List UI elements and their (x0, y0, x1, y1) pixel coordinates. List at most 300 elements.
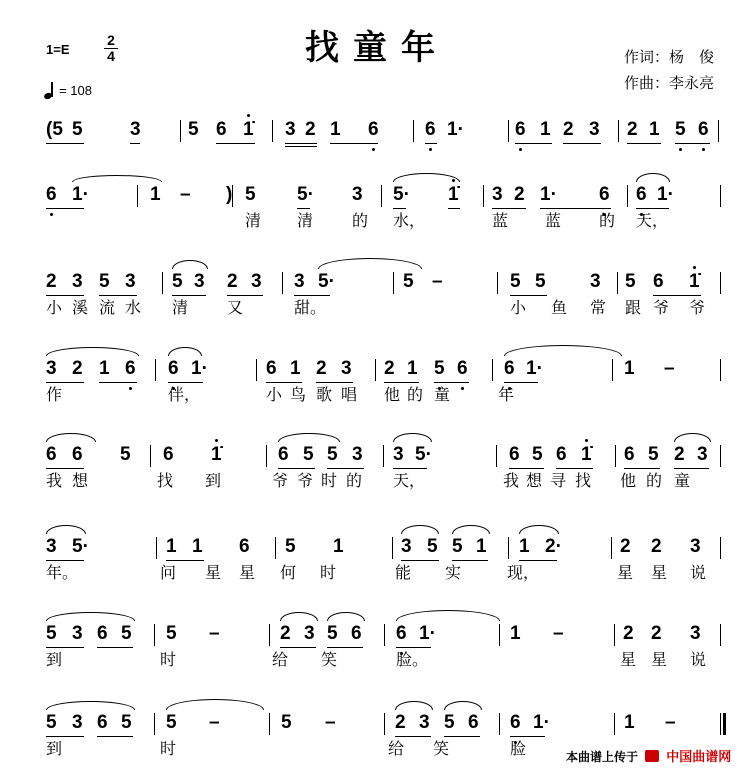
lyrics-line (0, 298, 756, 318)
note: – (553, 623, 564, 644)
beam-underline (97, 736, 133, 737)
slur-arc (168, 347, 202, 356)
lyric-syllable: 的 (346, 471, 363, 490)
beam-underline (395, 736, 431, 737)
lyric-syllable: 的 (599, 211, 616, 230)
lyric-syllable: 能 (395, 563, 412, 582)
note: 6 (624, 444, 635, 465)
note: 3 (46, 358, 57, 379)
note: 1· (72, 184, 89, 205)
tempo-marking (44, 80, 92, 99)
bar-line (180, 120, 181, 142)
beam-underline (46, 208, 84, 209)
slur-arc (318, 258, 422, 269)
notes-line (0, 535, 756, 561)
high-octave-dot (693, 266, 696, 269)
note: 1· (533, 712, 550, 733)
beam-underline (452, 560, 488, 561)
bar-line (150, 445, 151, 467)
lyric-syllable: 爷 (272, 471, 289, 490)
bar-line (492, 359, 493, 381)
note: 2 (316, 358, 327, 379)
note: 6 (72, 444, 83, 465)
lyric-syllable: 爷 (297, 471, 314, 490)
high-octave-dot (215, 439, 218, 442)
notes-line (0, 270, 756, 296)
bar-line (275, 537, 276, 559)
site-logo-text: 中国曲谱网 (666, 750, 732, 765)
lyric-syllable: 清 (297, 211, 314, 230)
beam-underline (384, 382, 419, 383)
beam-underline (316, 382, 353, 383)
slur-arc (395, 701, 433, 710)
note: 1· (526, 358, 543, 379)
lyric-syllable: 童 (674, 471, 691, 490)
notes-line (0, 118, 756, 144)
lyric-syllable: 说 (690, 563, 707, 582)
note: 3 (341, 358, 352, 379)
note: 2 (395, 712, 406, 733)
slur-arc (636, 173, 670, 182)
note: 3 (697, 444, 708, 465)
beam-underline (510, 295, 547, 296)
beam-underline (46, 647, 84, 648)
bar-line (266, 445, 267, 467)
bar-line (497, 272, 498, 294)
slur-arc (393, 173, 460, 182)
lyric-syllable: 找 (157, 471, 174, 490)
note: 3 (294, 271, 305, 292)
lyric-syllable: 到 (46, 739, 63, 758)
note: 3 (72, 623, 83, 644)
note: 5 (166, 712, 177, 733)
note: 1̇ (448, 184, 459, 205)
lyric-syllable: 脸。 (396, 650, 429, 669)
note: 2 (305, 119, 316, 140)
song-title: 找童年 (305, 28, 449, 68)
note: 6 (351, 623, 362, 644)
note: 5 (121, 623, 132, 644)
note: 6 (653, 271, 664, 292)
bar-line (232, 185, 233, 207)
note: 2 (651, 536, 662, 557)
lyric-syllable: 星 (651, 563, 668, 582)
lyrics-line (0, 146, 756, 166)
note: 5 (188, 119, 199, 140)
note: 6 (125, 358, 136, 379)
beam-underline (99, 382, 137, 383)
lyric-syllable: 溪 (72, 298, 89, 317)
note: 3 (352, 184, 363, 205)
lyric-syllable: 年。 (46, 563, 79, 582)
note: 5 (46, 712, 57, 733)
note: 3 (130, 119, 141, 140)
note: 6 (636, 184, 647, 205)
lyric-syllable: 清 (172, 298, 189, 317)
beam-underline (278, 468, 315, 469)
bar-line (384, 713, 385, 735)
bar-line (720, 185, 721, 207)
lyric-syllable: 水 (125, 298, 142, 317)
slur-arc (674, 433, 711, 442)
bar-line (272, 120, 273, 142)
lyric-syllable: 的 (646, 471, 663, 490)
lyrics-line (0, 211, 756, 231)
note: 2 (280, 623, 291, 644)
lyric-syllable: 爷 (689, 298, 706, 317)
beam-underline (674, 468, 709, 469)
beam-underline (563, 143, 601, 144)
slur-arc (393, 433, 432, 442)
lyric-syllable: 说 (690, 650, 707, 669)
beam-underline (172, 295, 206, 296)
note: 3 (285, 119, 296, 140)
bar-line (155, 359, 156, 381)
slur-arc (72, 175, 162, 182)
note: 5 (444, 712, 455, 733)
note: 1 (407, 358, 418, 379)
lyric-syllable: 我 (503, 471, 520, 490)
note: 3 (125, 271, 136, 292)
lyric-syllable: 水， (393, 211, 426, 230)
bar-line (156, 537, 157, 559)
note: 2 (227, 271, 238, 292)
lyric-syllable: 想 (526, 471, 543, 490)
footer-watermark (566, 746, 731, 765)
beam-underline (434, 382, 469, 383)
note: – (209, 623, 220, 644)
lyric-syllable: 小 (266, 385, 283, 404)
lyric-syllable: 星 (205, 563, 222, 582)
note: 5 (285, 536, 296, 557)
note: 2 (384, 358, 395, 379)
slur-arc (46, 525, 86, 534)
tempo-value: = 108 (59, 83, 92, 98)
bar-line (392, 537, 393, 559)
beam-underline (280, 647, 316, 648)
slur-arc (166, 699, 264, 710)
beam-underline (227, 295, 263, 296)
lyric-syllable: 脸 (510, 739, 527, 758)
beam-underline (396, 647, 431, 648)
slur-arc (452, 525, 490, 534)
lyrics-line (0, 385, 756, 405)
note: 5 (648, 444, 659, 465)
note: 3 (72, 271, 83, 292)
note: 5 (281, 712, 292, 733)
lyricist-credit: 作词：杨 俊 (624, 48, 715, 66)
lyric-syllable: 找 (575, 471, 592, 490)
notes-line (0, 622, 756, 648)
note: 6 (97, 623, 108, 644)
note: – (325, 712, 336, 733)
note: 6 (510, 712, 521, 733)
beam-underline (624, 468, 660, 469)
lyric-syllable: 鱼 (551, 298, 568, 317)
lyric-syllable: 爷 (653, 298, 670, 317)
note: 6 (168, 358, 179, 379)
bar-line (614, 624, 615, 646)
beam-underline (515, 143, 552, 144)
lyrics-line (0, 650, 756, 670)
final-bar-line (723, 713, 726, 735)
bar-line (499, 624, 500, 646)
note: 1 (649, 119, 660, 140)
time-signature-bottom: 4 (107, 48, 115, 64)
note: 6 (698, 119, 709, 140)
beam-underline (519, 560, 557, 561)
note: 1· (657, 184, 674, 205)
note: 6 (46, 444, 57, 465)
slur-arc (46, 612, 135, 621)
note: 3 (589, 119, 600, 140)
note: 6 (46, 184, 57, 205)
bar-line (381, 185, 382, 207)
notes-line (0, 443, 756, 469)
beam-underline (401, 560, 439, 561)
beam-underline (46, 143, 84, 144)
note: 5 (427, 536, 438, 557)
beam-underline (97, 647, 133, 648)
beam-underline (46, 468, 84, 469)
note: 5· (318, 271, 335, 292)
footer-text: 本曲谱上传于 (566, 750, 639, 764)
beam-underline (294, 295, 330, 296)
note: 5· (393, 184, 410, 205)
lyric-syllable: 清 (245, 211, 262, 230)
note: 6 (368, 119, 379, 140)
note: 5· (72, 536, 89, 557)
beam-underline (556, 468, 593, 469)
note: 6 (163, 444, 174, 465)
note: 3 (690, 623, 701, 644)
beam-underline (327, 647, 363, 648)
bar-line (154, 713, 155, 735)
bar-line (282, 272, 283, 294)
note: 1 (624, 712, 635, 733)
lyric-syllable: 又 (227, 298, 244, 317)
note: 5 (452, 536, 463, 557)
note: 2 (514, 184, 525, 205)
bar-line (162, 272, 163, 294)
bar-line (612, 359, 613, 381)
composer-credit: 作曲：李永亮 (624, 74, 715, 92)
lyric-syllable: 星 (651, 650, 668, 669)
bar-line (154, 624, 155, 646)
bar-line (720, 445, 721, 467)
note: 5· (297, 184, 314, 205)
note: 6 (468, 712, 479, 733)
beam-underline (285, 143, 317, 144)
beam-underline (46, 736, 84, 737)
note: 1̇ (243, 119, 254, 140)
note: 1 (192, 536, 203, 557)
beam-underline (636, 208, 669, 209)
lyric-syllable: 现， (507, 563, 540, 582)
lyric-syllable: 童 (434, 385, 451, 404)
beam-underline (216, 143, 255, 144)
note: 3 (419, 712, 430, 733)
lyric-syllable: 唱 (341, 385, 358, 404)
note: 2 (620, 536, 631, 557)
note: 5 (72, 119, 83, 140)
high-octave-dot (247, 114, 250, 117)
note: 3 (352, 444, 363, 465)
note: 5 (535, 271, 546, 292)
lyric-syllable: 跟 (625, 298, 642, 317)
note: 1 (476, 536, 487, 557)
bar-line (720, 272, 721, 294)
lyric-syllable: 问 (160, 563, 177, 582)
slur-arc (504, 345, 622, 356)
note: 1 (99, 358, 110, 379)
note: 1 (510, 623, 521, 644)
bar-line (137, 185, 138, 207)
lyric-syllable: 时 (160, 739, 177, 758)
note: 6 (556, 444, 567, 465)
note: 3 (492, 184, 503, 205)
note: 3 (194, 271, 205, 292)
lyric-syllable: 流 (99, 298, 116, 317)
bar-line (269, 713, 270, 735)
note: 1 (150, 184, 161, 205)
beam-underline (166, 560, 204, 561)
bar-line (384, 624, 385, 646)
lyric-syllable: 的 (352, 211, 369, 230)
lyric-syllable: 寻 (550, 471, 567, 490)
note: 5 (403, 271, 414, 292)
note: 2 (627, 119, 638, 140)
note: (5 (46, 119, 63, 140)
slur-arc (444, 701, 482, 710)
note: 3 (590, 271, 601, 292)
note: 5 (245, 184, 256, 205)
lyric-syllable: 到 (46, 650, 63, 669)
slur-arc (46, 347, 139, 356)
bar-line (720, 713, 721, 735)
beam-underline (492, 208, 526, 209)
notes-line (0, 183, 756, 209)
time-signature-top: 2 (107, 32, 115, 48)
note: 1̇ (689, 271, 700, 292)
lyric-syllable: 时 (320, 563, 337, 582)
note: 5 (99, 271, 110, 292)
bar-line (611, 537, 612, 559)
lyric-syllable: 作 (46, 385, 63, 404)
beam-underline (448, 208, 460, 209)
bar-line (720, 537, 721, 559)
beam-underline (46, 560, 84, 561)
note: 6 (425, 119, 436, 140)
lyric-syllable: 他 (384, 385, 401, 404)
beam-underline (540, 208, 611, 209)
lyric-syllable: 实 (445, 563, 462, 582)
slur-arc (401, 525, 439, 534)
note: 3 (304, 623, 315, 644)
note: 6 (97, 712, 108, 733)
note: 6 (457, 358, 468, 379)
lyric-syllable: 他 (620, 471, 637, 490)
slur-arc (327, 612, 365, 621)
slur-arc (278, 433, 340, 442)
lyric-syllable: 常 (590, 298, 607, 317)
note: – (665, 712, 676, 733)
bar-line (615, 445, 616, 467)
note: 5 (120, 444, 131, 465)
note: 3 (46, 536, 57, 557)
notes-line (0, 357, 756, 383)
bar-line (499, 713, 500, 735)
note: 1 (540, 119, 551, 140)
note: 2 (563, 119, 574, 140)
note: 1 (330, 119, 341, 140)
beam-underline (130, 143, 140, 144)
site-logo-icon (645, 750, 659, 762)
note: 5 (46, 623, 57, 644)
lyric-syllable: 给 (388, 739, 405, 758)
lyric-syllable: 甜。 (294, 298, 327, 317)
note: 1· (419, 623, 436, 644)
note: 6 (396, 623, 407, 644)
lyric-syllable: 到 (205, 471, 222, 490)
lyric-syllable: 小 (510, 298, 527, 317)
beam-underline (509, 468, 544, 469)
note: 5 (166, 623, 177, 644)
note: 1· (540, 184, 557, 205)
beam-underline (653, 295, 701, 296)
note: 1 (290, 358, 301, 379)
note: 2 (651, 623, 662, 644)
bar-line (618, 120, 619, 142)
note: 3 (72, 712, 83, 733)
bar-line (483, 185, 484, 207)
lyric-syllable: 时 (160, 650, 177, 669)
beam-underline (393, 468, 427, 469)
note: 2 (623, 623, 634, 644)
lyric-syllable: 鸟 (290, 385, 307, 404)
lyric-syllable: 天， (636, 211, 669, 230)
beam-underline (393, 208, 406, 209)
beam-underline (675, 143, 710, 144)
note: – (664, 358, 675, 379)
note: 6 (515, 119, 526, 140)
note: 5 (675, 119, 686, 140)
note: 6 (509, 444, 520, 465)
note: 1 (624, 358, 635, 379)
bar-line (718, 120, 719, 142)
note: 1· (447, 119, 464, 140)
lyric-syllable: 伴， (168, 385, 201, 404)
lyric-syllable: 想 (72, 471, 89, 490)
lyric-syllable: 蓝 (492, 211, 509, 230)
lyric-syllable: 何 (280, 563, 297, 582)
bar-line (508, 537, 509, 559)
note: 3 (401, 536, 412, 557)
lyric-syllable: 时 (321, 471, 338, 490)
lyric-syllable: 蓝 (545, 211, 562, 230)
beam-underline (444, 736, 480, 737)
note: – (180, 184, 191, 205)
note: 3 (393, 444, 404, 465)
bar-line (383, 445, 384, 467)
note: 3 (690, 536, 701, 557)
time-signature (104, 34, 118, 63)
slur-arc (280, 612, 318, 621)
note: 1̇ (581, 444, 592, 465)
bar-line (496, 445, 497, 467)
slur-arc (396, 610, 500, 621)
lyric-syllable: 小 (46, 298, 63, 317)
